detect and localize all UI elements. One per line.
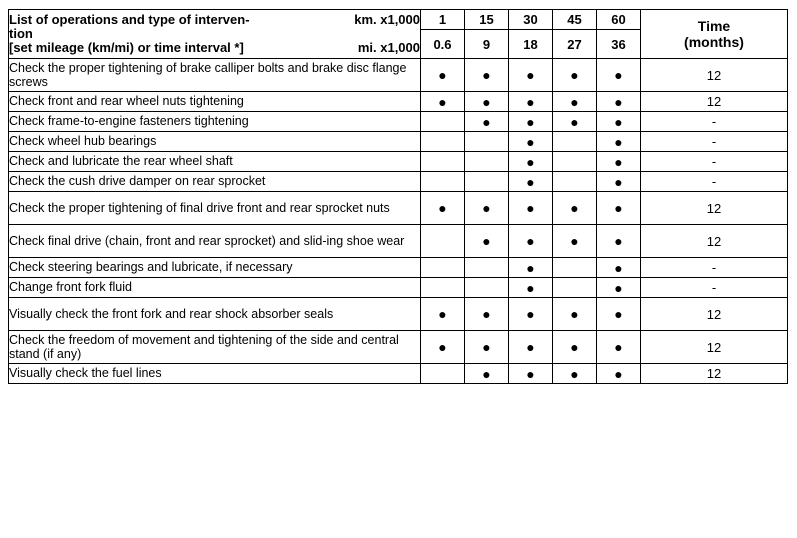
table-row (9, 258, 788, 278)
interval-empty (465, 172, 509, 192)
interval-empty (465, 152, 509, 172)
time-header-line2: (months) (684, 34, 744, 50)
table-row (9, 112, 788, 132)
time-interval-value: - (641, 152, 788, 172)
interval-empty (465, 278, 509, 298)
operation-description: Check wheel hub bearings (9, 132, 421, 152)
interval-mark: ● (597, 298, 641, 331)
interval-mark: ● (597, 112, 641, 132)
interval-empty (421, 132, 465, 152)
interval-mark: ● (465, 59, 509, 92)
interval-mark: ● (421, 192, 465, 225)
time-interval-value: 12 (641, 92, 788, 112)
interval-mark: ● (465, 225, 509, 258)
interval-mark: ● (509, 112, 553, 132)
mi-interval-4: 27 (553, 30, 597, 59)
interval-mark: ● (509, 192, 553, 225)
interval-empty (553, 258, 597, 278)
interval-empty (421, 152, 465, 172)
operation-description: Check the freedom of movement and tightening of the side and central stand (if any) (9, 331, 421, 364)
interval-mark: ● (465, 92, 509, 112)
table-row (9, 225, 788, 258)
time-interval-value: 12 (641, 192, 788, 225)
interval-mark: ● (509, 364, 553, 384)
interval-mark: ● (553, 192, 597, 225)
interval-mark: ● (421, 298, 465, 331)
mi-interval-3: 18 (509, 30, 553, 59)
km-interval-3: 30 (509, 10, 553, 30)
interval-empty (553, 132, 597, 152)
interval-mark: ● (597, 92, 641, 112)
interval-mark: ● (597, 331, 641, 364)
interval-mark: ● (509, 225, 553, 258)
time-interval-value: 12 (641, 331, 788, 364)
table-row (9, 172, 788, 192)
table-row (9, 298, 788, 331)
interval-mark: ● (465, 192, 509, 225)
mi-interval-1: 0.6 (421, 30, 465, 59)
time-interval-value: 12 (641, 225, 788, 258)
interval-empty (465, 258, 509, 278)
interval-mark: ● (509, 152, 553, 172)
mi-interval-2: 9 (465, 30, 509, 59)
table-row (9, 364, 788, 384)
interval-mark: ● (597, 192, 641, 225)
time-interval-value: 12 (641, 298, 788, 331)
operation-description: Check the cush drive damper on rear sprocket (9, 172, 421, 192)
interval-mark: ● (509, 92, 553, 112)
interval-mark: ● (553, 364, 597, 384)
operations-title-line3: [set mileage (km/mi) or time interval *] (9, 40, 244, 55)
interval-mark: ● (421, 92, 465, 112)
interval-mark: ● (597, 152, 641, 172)
interval-mark: ● (509, 172, 553, 192)
km-interval-5: 60 (597, 10, 641, 30)
interval-mark: ● (597, 364, 641, 384)
km-interval-1: 1 (421, 10, 465, 30)
interval-mark: ● (509, 331, 553, 364)
operation-description: Check the proper tightening of final drive front and rear sprocket nuts (9, 192, 421, 225)
time-interval-value: - (641, 278, 788, 298)
interval-mark: ● (597, 132, 641, 152)
interval-empty (553, 278, 597, 298)
table-row (9, 132, 788, 152)
operation-description: Check steering bearings and lubricate, if necessary (9, 258, 421, 278)
interval-empty (421, 364, 465, 384)
table-row (9, 331, 788, 364)
interval-mark: ● (509, 59, 553, 92)
operation-description: Change front fork fluid (9, 278, 421, 298)
interval-mark: ● (421, 59, 465, 92)
interval-empty (553, 152, 597, 172)
interval-mark: ● (553, 92, 597, 112)
interval-empty (421, 112, 465, 132)
interval-mark: ● (597, 59, 641, 92)
interval-mark: ● (465, 298, 509, 331)
km-interval-4: 45 (553, 10, 597, 30)
time-header-line1: Time (697, 18, 731, 34)
time-interval-value: 12 (641, 364, 788, 384)
operations-title-line1: List of operations and type of interven- (9, 12, 250, 27)
interval-mark: ● (553, 225, 597, 258)
operations-header (9, 10, 421, 59)
operation-description: Check front and rear wheel nuts tightening (9, 92, 421, 112)
interval-mark: ● (553, 298, 597, 331)
interval-mark: ● (509, 278, 553, 298)
interval-empty (421, 258, 465, 278)
interval-mark: ● (465, 112, 509, 132)
interval-empty (421, 225, 465, 258)
table-body (9, 59, 788, 384)
operations-title-line2: tion (9, 26, 33, 41)
interval-mark: ● (421, 331, 465, 364)
operation-description: Check frame-to-engine fasteners tightening (9, 112, 421, 132)
interval-empty (421, 172, 465, 192)
table-row (9, 59, 788, 92)
interval-empty (421, 278, 465, 298)
table-row (9, 278, 788, 298)
interval-mark: ● (597, 258, 641, 278)
operation-description: Visually check the front fork and rear shock absorber seals (9, 298, 421, 331)
interval-mark: ● (553, 112, 597, 132)
operation-description: Check and lubricate the rear wheel shaft (9, 152, 421, 172)
time-interval-value: - (641, 112, 788, 132)
interval-empty (553, 172, 597, 192)
time-interval-value: - (641, 132, 788, 152)
mi-interval-5: 36 (597, 30, 641, 59)
interval-mark: ● (553, 59, 597, 92)
table-row (9, 192, 788, 225)
time-interval-value: 12 (641, 59, 788, 92)
interval-mark: ● (509, 298, 553, 331)
table-row (9, 92, 788, 112)
km-unit-label: km. x1,000 (354, 12, 420, 27)
time-header (641, 10, 788, 59)
operation-description: Check final drive (chain, front and rear sprocket) and slid-ing shoe wear (9, 225, 421, 258)
interval-mark: ● (465, 331, 509, 364)
interval-mark: ● (553, 331, 597, 364)
operation-description: Check the proper tightening of brake calliper bolts and brake disc flange screws (9, 59, 421, 92)
interval-mark: ● (597, 172, 641, 192)
operation-description: Visually check the fuel lines (9, 364, 421, 384)
interval-mark: ● (509, 258, 553, 278)
maintenance-table (8, 9, 788, 384)
mi-unit-label: mi. x1,000 (357, 40, 420, 55)
interval-mark: ● (597, 278, 641, 298)
time-interval-value: - (641, 258, 788, 278)
km-interval-2: 15 (465, 10, 509, 30)
header-row-km (9, 10, 788, 30)
interval-mark: ● (509, 132, 553, 152)
table-row (9, 152, 788, 172)
interval-mark: ● (597, 225, 641, 258)
interval-mark: ● (465, 364, 509, 384)
interval-empty (465, 132, 509, 152)
time-interval-value: - (641, 172, 788, 192)
